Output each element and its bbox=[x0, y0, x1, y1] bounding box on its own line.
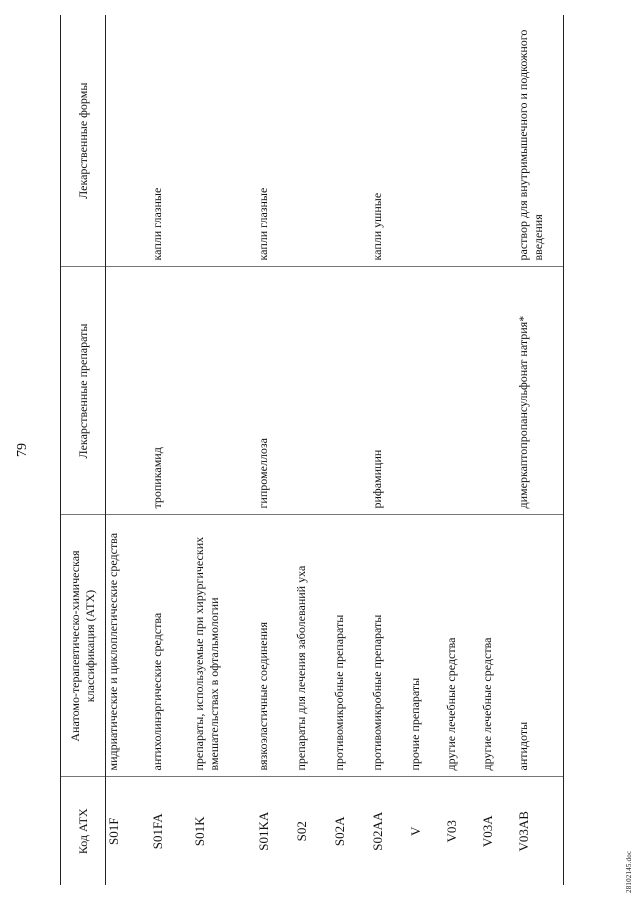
dosage-form-cell bbox=[192, 15, 256, 267]
header-atc-code: Код АТХ bbox=[61, 777, 106, 885]
atc-code-cell: V03 bbox=[443, 820, 459, 843]
table-row bbox=[192, 15, 256, 885]
table-row bbox=[370, 15, 408, 885]
table-row bbox=[106, 15, 150, 885]
atc-code-cell: S01KA bbox=[255, 811, 271, 851]
atc-code-cell: S02 bbox=[293, 821, 309, 842]
table-body bbox=[106, 15, 564, 885]
dosage-form-cell: капли глазные bbox=[256, 15, 294, 267]
drug-name-cell: гипромеллоза bbox=[256, 267, 294, 515]
table-row bbox=[256, 15, 294, 885]
classification-cell: мидриатические и циклоплегические средства bbox=[106, 515, 150, 777]
table-header-row bbox=[61, 15, 106, 885]
header-atc-classification: Анатомо-терапевтическо-химическая классификация (АТХ) bbox=[61, 515, 106, 777]
drug-name-cell bbox=[332, 267, 370, 515]
atc-code-cell: S01FA bbox=[149, 813, 165, 850]
table-row bbox=[294, 15, 332, 885]
table-row bbox=[150, 15, 192, 885]
drug-name-cell bbox=[480, 267, 516, 515]
classification-cell: вязкоэластичные соединения bbox=[256, 515, 294, 777]
drug-name-cell bbox=[408, 267, 444, 515]
drug-name-cell: тропикамид bbox=[150, 267, 192, 515]
atc-code-cell: V03A bbox=[479, 815, 495, 848]
classification-cell: противомикробные препараты bbox=[370, 515, 408, 777]
classification-cell: антихолинэргические средства bbox=[150, 515, 192, 777]
atc-code-cell: S02A bbox=[331, 816, 347, 847]
atc-drug-table bbox=[60, 15, 564, 885]
table-row bbox=[444, 15, 480, 885]
drug-name-cell bbox=[444, 267, 480, 515]
table-row bbox=[408, 15, 444, 885]
atc-code-cell: S01K bbox=[191, 816, 207, 847]
drug-name-cell bbox=[192, 267, 256, 515]
classification-cell: препараты, используемые при хирургических вмешательствах в офтальмологии bbox=[192, 515, 256, 777]
atc-code-cell: V03AB bbox=[516, 777, 564, 885]
drug-name-cell bbox=[294, 267, 332, 515]
dosage-form-cell bbox=[294, 15, 332, 267]
drug-name-cell bbox=[106, 267, 150, 515]
header-drugs: Лекарственные препараты bbox=[61, 267, 106, 515]
classification-cell: противомикробные препараты bbox=[332, 515, 370, 777]
classification-cell: антидоты bbox=[516, 515, 564, 777]
classification-cell: препараты для лечения заболеваний уха bbox=[294, 515, 332, 777]
table-row bbox=[516, 15, 564, 885]
drug-name-cell: димеркаптопропансульфонат натрия* bbox=[516, 267, 564, 515]
dosage-form-cell: капли ушные bbox=[370, 15, 408, 267]
table-row bbox=[480, 15, 516, 885]
dosage-form-cell: капли глазные bbox=[150, 15, 192, 267]
document-filename: 28102145.doc bbox=[625, 850, 633, 893]
header-dosage-forms: Лекарственные формы bbox=[61, 15, 106, 267]
classification-cell: другие лечебные средства bbox=[480, 515, 516, 777]
atc-code-cell: S01F bbox=[106, 817, 121, 845]
classification-cell: прочие препараты bbox=[408, 515, 444, 777]
dosage-form-cell bbox=[480, 15, 516, 267]
dosage-form-cell: раствор для внутримышечного и подкожного введения bbox=[516, 15, 564, 267]
atc-code-cell: S02AA bbox=[369, 811, 385, 851]
dosage-form-cell bbox=[332, 15, 370, 267]
drug-name-cell: рифамицин bbox=[370, 267, 408, 515]
table-row bbox=[332, 15, 370, 885]
classification-cell: другие лечебные средства bbox=[444, 515, 480, 777]
page-number: 79 bbox=[15, 443, 30, 457]
dosage-form-cell bbox=[444, 15, 480, 267]
dosage-form-cell bbox=[106, 15, 150, 267]
dosage-form-cell bbox=[408, 15, 444, 267]
atc-code-cell: V bbox=[407, 826, 423, 836]
